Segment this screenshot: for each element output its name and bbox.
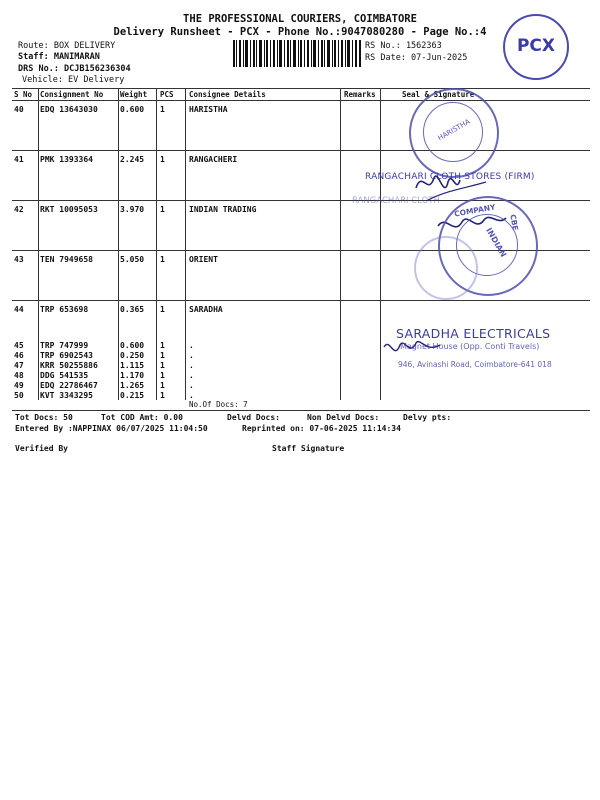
rs-date: RS Date: 07-Jun-2025	[365, 53, 468, 63]
company-title: THE PROFESSIONAL COURIERS, COIMBATORE	[183, 13, 417, 25]
saradha-stamp-line2: 946, Avinashi Road, Coimbatore-641 018	[398, 360, 552, 369]
table-header-rule	[12, 100, 590, 101]
indian-trading-seal-icon: COMPANY INDIAN CBE	[438, 196, 538, 296]
verified-by: Verified By	[15, 444, 68, 453]
reprinted-on: Reprinted on: 07-06-2025 11:14:34	[242, 424, 401, 433]
no-of-docs: No.Of Docs: 7	[189, 400, 248, 409]
tot-docs: Tot Docs: 50	[15, 413, 73, 422]
pcx-stamp: PCX	[503, 14, 569, 80]
entered-by: Entered By :NAPPINAX 06/07/2025 11:04:50	[15, 424, 208, 433]
saradha-stamp-line1: Magnet House (Opp. Conti Travels)	[400, 342, 540, 351]
rangachari-stamp: RANGACHARI CLOTH STORES (FIRM)	[365, 172, 535, 182]
vehicle-label: Vehicle: EV Delivery	[22, 75, 125, 85]
non-delvd-docs: Non Delvd Docs:	[307, 413, 380, 422]
route-label: Route: BOX DELIVERY	[18, 41, 116, 51]
saradha-signature-icon	[380, 335, 450, 365]
staff-signature: Staff Signature	[272, 444, 345, 453]
runsheet-subtitle: Delivery Runsheet - PCX - Phone No.:9047080280 - Page No.:4	[113, 26, 487, 38]
table-top-rule	[12, 88, 590, 89]
rangachari-stamp-faded: RANGACHARI CLOTH	[352, 196, 440, 206]
saradha-stamp-name: SARADHA ELECTRICALS	[396, 326, 551, 341]
tot-cod: Tot COD Amt: 0.00	[101, 413, 183, 422]
runsheet-page: THE PROFESSIONAL COURIERS, COIMBATORE Delivery Runsheet - PCX - Phone No.:9047080280 - Page No.:4 PCX Route: BOX DELIVERY Staff: MANIMARAN DRS No.: DCJB156236304 Vehicle: EV Delivery RS No.: 1562363 RS Date: 07-Jun-2025 S No Consignment No Weight PCS Consignee Details Remarks Seal & Signature 40 EDQ 13643030 0.600 1 HARISTHA 41 PMK 1393364 2.245 1 RANGACHERI 42 RKT 10095053 3.970 1 INDIAN TRADING 43 TEN 7949658 5.050 1 ORIENT 44 TRP 653698 0.365 1 SARADHA 45 TRP 747999 0.600 1 . 46 TRP 6902543 0.250 1 . 47 KRR 50255886 1.115 1 . 48 DDG 541535 1.170 1 . 49 EDQ 22786467 1.265 1 . 50 KVT 3343295 0.215 1 . No.Of Docs: 7 Tot Docs: 50 Tot COD Amt: 0.00 Delvd Docs: Non Delvd Docs: Delvy pts: Entered By :NAPPINAX 06/07/2025 11:04:50 Reprinted on: 07-06-2025 11:14:34 Verified By Staff Signature HARISTHA RANGACHARI CLOTH STORES (FIRM) RANGACHARI CLOTH COMPANY INDIAN CBE SARADHA ELECTRICALS Magnet House (Opp. Conti Travels) 946, Avinashi Road, Coimbatore-641 018	[0, 0, 600, 800]
delvy-pts: Delvy pts:	[403, 413, 452, 422]
delvd-docs: Delvd Docs:	[227, 413, 280, 422]
drs-number: DRS No.: DCJB156236304	[18, 64, 131, 74]
haristha-seal-icon: HARISTHA	[409, 88, 499, 178]
barcode-icon	[233, 40, 361, 67]
staff-label: Staff: MANIMARAN	[18, 52, 100, 62]
rs-number: RS No.: 1562363	[365, 41, 442, 51]
faded-seal-icon	[414, 236, 478, 300]
